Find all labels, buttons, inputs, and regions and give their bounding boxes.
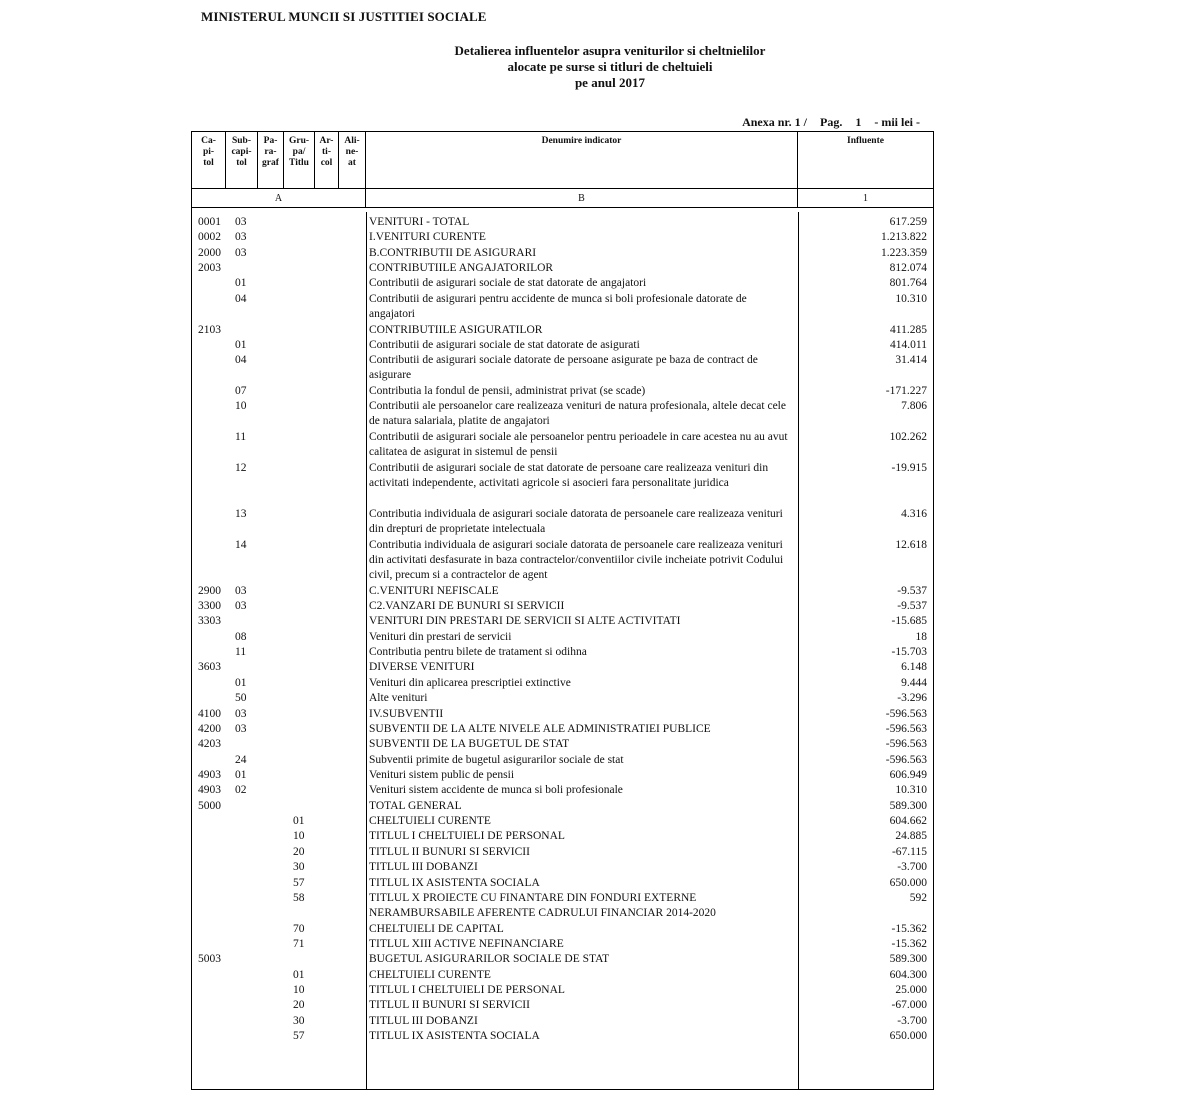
capitol-code: 5000	[198, 799, 221, 812]
subcapitol-code: 13	[235, 507, 247, 520]
subcapitol-code: 01	[235, 338, 247, 351]
table-row	[192, 323, 933, 338]
indicator-name: C2.VANZARI DE BUNURI SI SERVICII	[369, 600, 565, 612]
grupa-code: 20	[293, 999, 305, 1012]
influence-value: -67.115	[891, 845, 927, 858]
table-row	[192, 845, 933, 860]
capitol-code: 2000	[198, 246, 221, 259]
indicator-name: TOTAL GENERAL	[369, 799, 462, 812]
table-row	[192, 399, 933, 430]
table-row	[192, 645, 933, 660]
table-row	[192, 722, 933, 737]
indicator-name: Contributii ale persoanelor care realizeaza venituri de natura profesionala, altele decat cele de natura salariala, platite de angajatori	[369, 400, 786, 428]
influence-value: 10.310	[895, 292, 927, 305]
table-row	[192, 276, 933, 291]
indicator-name: Contributia individuala de asigurari sociale datorata de persoanele care realizeaza venituri din activitati desfasurate in baza contractelor/conventiilor civile incheiate potrivit Codului civil, precum si a contractelor de agent	[369, 538, 784, 581]
header-articol: Ar- ti- col	[315, 132, 339, 189]
table-row	[192, 230, 933, 245]
influence-value: 102.262	[889, 431, 927, 443]
indicator-name: SUBVENTII DE LA BUGETUL DE STAT	[369, 738, 570, 751]
indicator-name: TITLUL IX ASISTENTA SOCIALA	[369, 876, 540, 889]
header-grupa: Gru- pa/ Titlu	[284, 132, 315, 189]
grupa-code: 70	[293, 922, 305, 935]
indicator-name: Alte venituri	[369, 692, 428, 705]
influence-value: 24.885	[895, 830, 927, 843]
table-row	[192, 799, 933, 814]
influence-value: -3.700	[897, 861, 927, 874]
subcapitol-code: 11	[235, 646, 247, 659]
table-row	[192, 246, 933, 261]
indicator-name: TITLUL II BUNURI SI SERVICII	[369, 845, 530, 858]
indicator-name: Contributia la fondul de pensii, administrat privat (se scade)	[369, 385, 646, 397]
grupa-code: 57	[293, 876, 305, 889]
influence-value: -171.227	[885, 385, 927, 397]
indicator-name: CONTRIBUTIILE ANGAJATORILOR	[369, 262, 554, 275]
capitol-code: 2103	[198, 323, 221, 336]
influence-value: -15.362	[891, 922, 927, 935]
influence-value: 604.300	[889, 968, 927, 981]
indicator-name: TITLUL I CHELTUIELI DE PERSONAL	[369, 984, 565, 996]
header-alineat: Ali- ne- at	[339, 132, 366, 189]
indicator-name: Contributii de asigurari sociale de stat datorate de persoane care realizeaza venituri din activitati independente, activitati agricole si asocieri fara personalitate juridica	[369, 461, 769, 489]
indicator-name: TITLUL IX ASISTENTA SOCIALA	[369, 1030, 540, 1043]
header-subcapitol: Sub- capi- tol	[226, 132, 258, 189]
indicator-name: Contributia pentru bilete de tratament si odihna	[369, 646, 587, 659]
header-capitol: Ca- pi- tol	[192, 132, 226, 189]
table-row	[192, 1029, 933, 1044]
table-row	[192, 983, 933, 998]
page-number: 1	[855, 115, 862, 129]
subcapitol-code: 03	[235, 707, 247, 720]
influence-value: 812.074	[889, 262, 927, 275]
grupa-code: 20	[293, 845, 305, 858]
subcapitol-code: 08	[235, 630, 247, 643]
indicator-name: Contributii de asigurari pentru accidente de munca si boli profesionale datorate de angajatori	[369, 292, 747, 320]
capitol-code: 4903	[198, 769, 221, 781]
influence-value: -19.915	[891, 461, 927, 474]
table-row	[192, 384, 933, 399]
indicator-name: TITLUL III DOBANZI	[369, 861, 478, 874]
table-row	[192, 676, 933, 691]
indicator-name: Contributia individuala de asigurari sociale datorata de persoanele care realizeaza venituri din drepturi de proprietate intelectuala	[369, 507, 783, 535]
table-row	[192, 630, 933, 645]
table-row	[192, 968, 933, 983]
subcapitol-code: 02	[235, 784, 247, 797]
influence-value: 9.444	[901, 676, 927, 689]
indicator-name: IV.SUBVENTII	[369, 707, 444, 720]
table-row	[192, 707, 933, 722]
subcapitol-code: 03	[235, 584, 247, 597]
indicator-name: VENITURI DIN PRESTARI DE SERVICII SI ALTE ACTIVITATI	[369, 615, 681, 628]
col-index-1: 1	[863, 193, 868, 204]
table-row	[192, 876, 933, 891]
table-row	[192, 338, 933, 353]
table-row	[192, 507, 933, 538]
table-row	[192, 814, 933, 829]
indicator-name: Venituri sistem accidente de munca si boli profesionale	[369, 784, 623, 797]
indicator-name: BUGETUL ASIGURARILOR SOCIALE DE STAT	[369, 953, 610, 966]
influence-value: 31.414	[895, 354, 927, 367]
capitol-code: 4903	[198, 784, 221, 797]
indicator-name: Venituri din prestari de servicii	[369, 630, 512, 643]
indicator-name: CHELTUIELI CURENTE	[369, 815, 491, 827]
subcapitol-code: 04	[235, 292, 247, 305]
influence-value: -9.537	[897, 584, 927, 597]
capitol-code: 3300	[198, 600, 221, 612]
subcapitol-code: 03	[235, 246, 247, 259]
influence-value: 606.949	[889, 769, 927, 781]
table-row	[192, 768, 933, 783]
influence-value: 650.000	[889, 876, 927, 889]
col-index-b: B	[366, 189, 798, 207]
influence-value: 1.223.359	[881, 246, 927, 259]
influence-value: 7.806	[901, 400, 927, 413]
header-influente: Influente	[847, 136, 884, 146]
influence-value: 25.000	[895, 984, 927, 996]
influence-value: -15.703	[891, 646, 927, 659]
influence-value: -3.700	[897, 1014, 927, 1027]
indicator-name: C.VENITURI NEFISCALE	[369, 584, 499, 597]
subcapitol-code: 03	[235, 722, 247, 735]
table-header	[192, 132, 933, 189]
influence-value: 411.285	[890, 323, 927, 336]
grupa-code: 58	[293, 891, 305, 904]
subcapitol-code: 50	[235, 692, 247, 705]
subcapitol-code: 01	[235, 676, 247, 689]
grupa-code: 71	[293, 937, 305, 950]
subcapitol-code: 03	[235, 231, 247, 244]
indicator-name: I.VENITURI CURENTE	[369, 231, 486, 244]
grupa-code: 30	[293, 861, 305, 874]
subcapitol-code: 07	[235, 385, 247, 397]
capitol-code: 2003	[198, 262, 221, 275]
table-row	[192, 430, 933, 461]
table-row	[192, 292, 933, 323]
capitol-code: 3303	[198, 615, 221, 628]
table-row	[192, 952, 933, 967]
table-row	[192, 691, 933, 706]
indicator-name: Contributii de asigurari sociale ale persoanelor pentru perioadele in care acestea nu au avut calitatea de asigurat in sistemul de pensii	[369, 431, 788, 458]
indicator-name: Venituri sistem public de pensii	[369, 769, 515, 781]
capitol-code: 3603	[198, 661, 221, 674]
capitol-code: 4203	[198, 738, 221, 751]
influence-value: 10.310	[895, 784, 927, 797]
grupa-code: 01	[293, 815, 305, 827]
table-row	[192, 860, 933, 875]
table-row	[192, 353, 933, 384]
unit-label: - mii lei -	[874, 115, 920, 129]
subcapitol-code: 11	[235, 431, 247, 443]
influence-value: 4.316	[901, 507, 927, 520]
indicator-name: CHELTUIELI CURENTE	[369, 968, 491, 981]
subcapitol-code: 14	[235, 538, 247, 551]
document-title	[360, 43, 860, 91]
subcapitol-code: 01	[235, 769, 247, 781]
influence-value: -596.563	[885, 753, 927, 766]
subcapitol-code: 12	[235, 461, 247, 474]
capitol-code: 0001	[198, 216, 221, 228]
table-row	[192, 998, 933, 1013]
indicator-name: Subventii primite de bugetul asigurarilor sociale de stat	[369, 753, 624, 766]
table-row	[192, 829, 933, 844]
indicator-name: Contributii de asigurari sociale datorate de persoane asigurate pe baza de contract de asigurare	[369, 354, 758, 382]
indicator-name: TITLUL XIII ACTIVE NEFINANCIARE	[369, 937, 564, 950]
grupa-code: 30	[293, 1014, 305, 1027]
table-row	[192, 737, 933, 752]
indicator-name: TITLUL I CHELTUIELI DE PERSONAL	[369, 830, 565, 843]
influence-value: 650.000	[889, 1030, 927, 1043]
page-label: Pag.	[820, 115, 843, 129]
influence-value: -596.563	[885, 707, 927, 720]
table-row	[192, 599, 933, 614]
capitol-code: 0002	[198, 231, 221, 244]
title-line-2: alocate pe surse si titluri de cheltuieli	[507, 59, 713, 74]
influence-value: -9.537	[897, 600, 927, 612]
subcapitol-code: 10	[235, 400, 247, 413]
table-row	[192, 1014, 933, 1029]
influence-value: 12.618	[895, 538, 927, 551]
table-row	[192, 660, 933, 675]
influence-value: 589.300	[889, 953, 927, 966]
influence-value: 604.662	[889, 815, 927, 827]
table-row	[192, 538, 933, 584]
indicator-name: B.CONTRIBUTII DE ASIGURARI	[369, 246, 537, 259]
influence-value: 617.259	[889, 216, 927, 228]
ministry-name: MINISTERUL MUNCII SI JUSTITIEI SOCIALE	[201, 9, 487, 24]
capitol-code: 5003	[198, 953, 221, 966]
indicator-name: TITLUL II BUNURI SI SERVICII	[369, 999, 530, 1012]
indicator-name: Contributii de asigurari sociale de stat datorate de angajatori	[369, 277, 647, 290]
influence-value: 6.148	[901, 661, 927, 674]
subcapitol-code: 03	[235, 216, 247, 228]
influence-value: 18	[915, 630, 927, 643]
influence-value: -596.563	[885, 738, 927, 751]
influence-value: -3.296	[897, 692, 927, 705]
grupa-code: 01	[293, 968, 305, 981]
table-row	[192, 753, 933, 768]
influence-value: 1.213.822	[881, 231, 927, 244]
table-row	[192, 891, 933, 922]
subcapitol-code: 01	[235, 277, 247, 290]
indicator-name: Contributii de asigurari sociale de stat datorate de asigurati	[369, 338, 640, 351]
table-row	[192, 922, 933, 937]
indicator-name: CHELTUIELI DE CAPITAL	[369, 922, 504, 935]
capitol-code: 4100	[198, 707, 221, 720]
indicator-name: TITLUL III DOBANZI	[369, 1014, 478, 1027]
table-row	[192, 614, 933, 629]
header-denumire: Denumire indicator	[366, 132, 798, 189]
indicator-name: Venituri din aplicarea prescriptiei extinctive	[369, 676, 571, 689]
capitol-code: 4200	[198, 722, 221, 735]
grupa-code: 10	[293, 984, 305, 996]
influence-value: 589.300	[889, 799, 927, 812]
title-line-3: pe anul 2017	[574, 75, 646, 90]
subcapitol-code: 24	[235, 753, 247, 766]
subcapitol-code: 04	[235, 354, 247, 367]
influence-value: 801.764	[889, 277, 927, 290]
indicator-name: SUBVENTII DE LA ALTE NIVELE ALE ADMINISTRATIEI PUBLICE	[369, 722, 711, 735]
influence-value: -596.563	[885, 722, 927, 735]
annex-info	[640, 115, 920, 130]
table-row	[192, 783, 933, 798]
annex-label: Anexa nr. 1 /	[742, 115, 807, 129]
influence-value: 592	[909, 891, 927, 904]
table-row	[192, 584, 933, 599]
budget-table	[191, 131, 934, 1090]
influence-value: -15.362	[891, 937, 927, 950]
indicator-name: TITLUL X PROIECTE CU FINANTARE DIN FONDURI EXTERNE NERAMBURSABILE AFERENTE CADRULUI FINANCIAR 2014-2020	[369, 891, 716, 919]
table-row	[192, 215, 933, 230]
subcapitol-code: 03	[235, 600, 247, 612]
grupa-code: 10	[293, 830, 305, 843]
indicator-name: VENITURI - TOTAL	[369, 216, 470, 228]
header-paragraf: Pa- ra- graf	[258, 132, 284, 189]
title-line-1: Detalierea influentelor asupra veniturilor si cheltnielilor	[454, 43, 766, 58]
table-row	[192, 261, 933, 276]
column-index-row	[192, 189, 933, 208]
table-row	[192, 937, 933, 952]
influence-value: -15.685	[891, 615, 927, 628]
capitol-code: 2900	[198, 584, 221, 597]
influence-value: -67.000	[891, 999, 927, 1012]
col-index-a: A	[192, 189, 366, 207]
table-row	[192, 461, 933, 507]
influence-value: 414.011	[890, 338, 927, 351]
indicator-name: DIVERSE VENITURI	[369, 661, 475, 674]
indicator-name: CONTRIBUTIILE ASIGURATILOR	[369, 323, 543, 336]
grupa-code: 57	[293, 1030, 305, 1043]
